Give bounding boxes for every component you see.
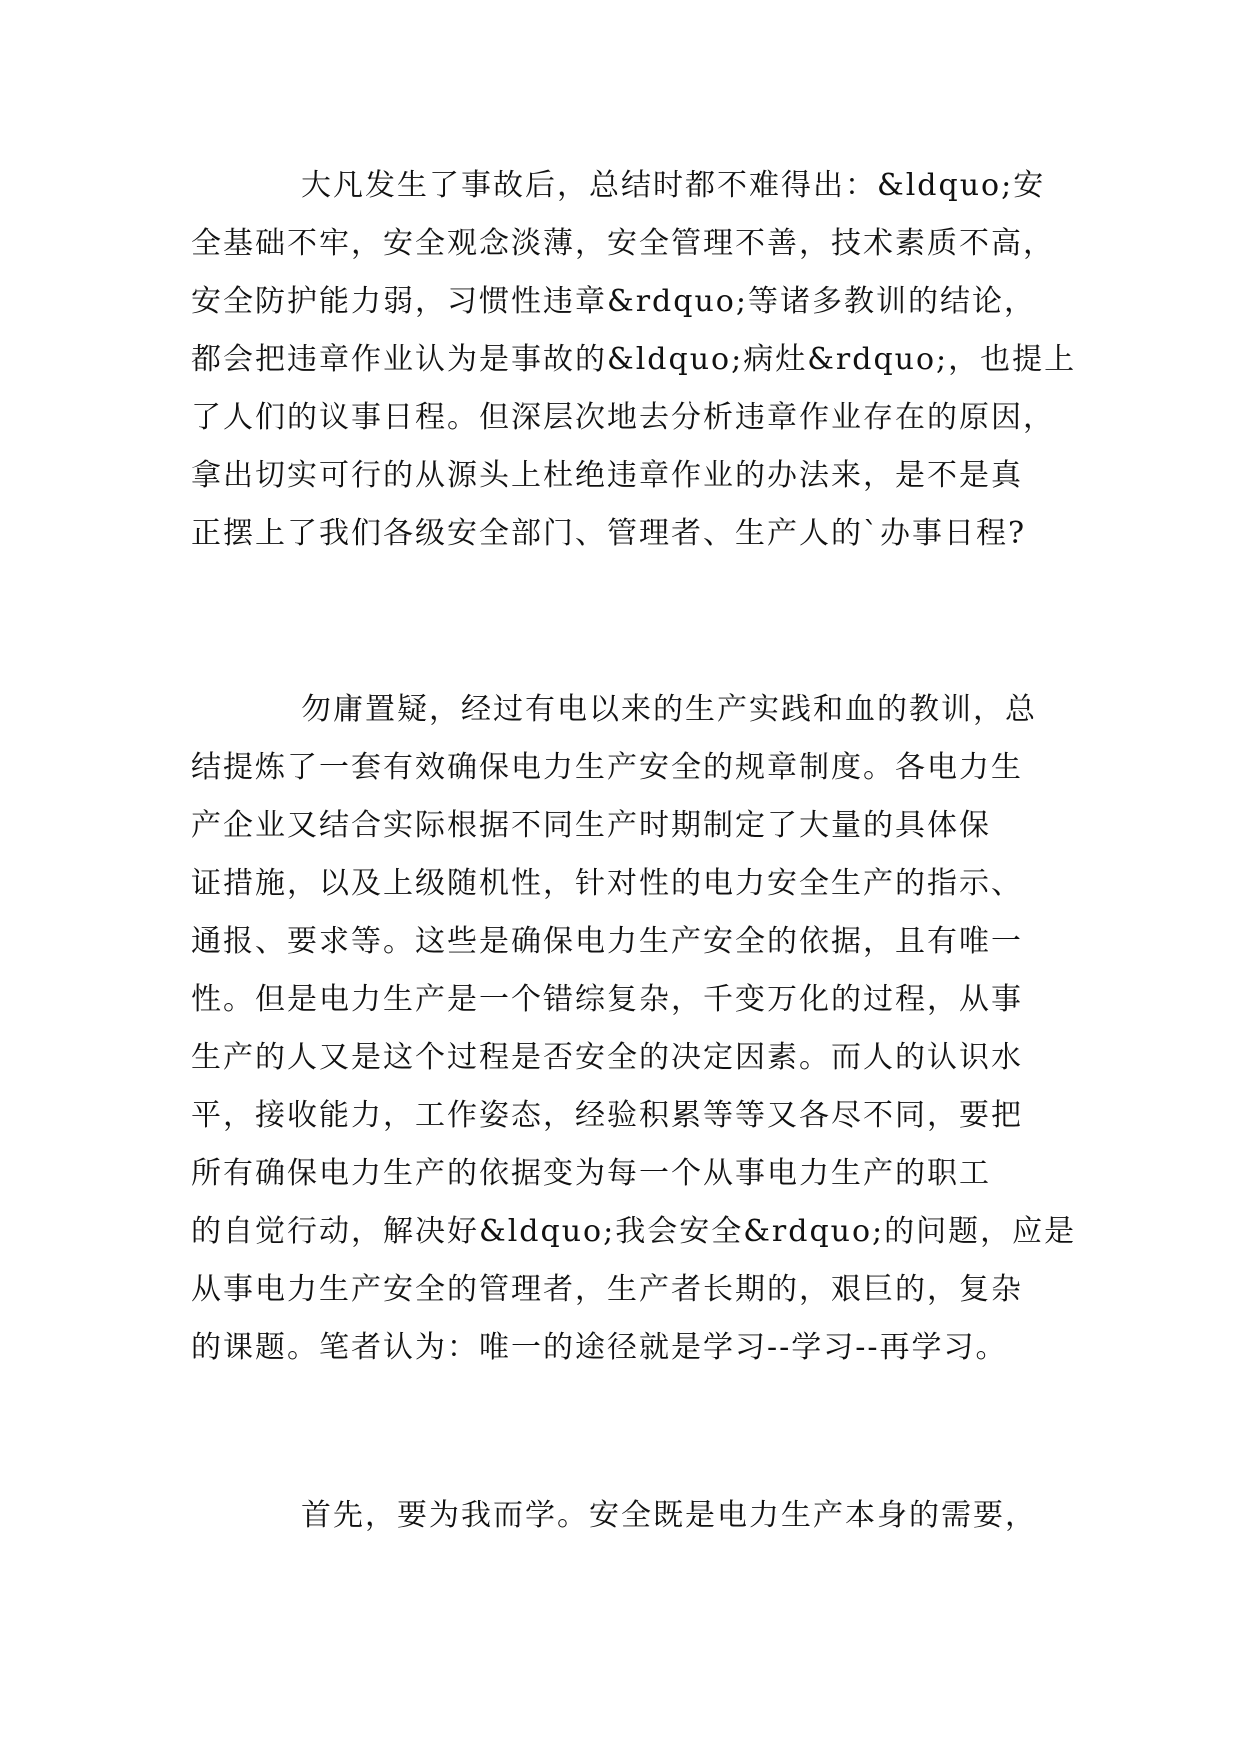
text-line: 都会把违章作业认为是事故的&ldquo;病灶&rdquo;，也提上: [191, 342, 1077, 377]
text-line: 产企业又结合实际根据不同生产时期制定了大量的具体保: [191, 808, 991, 843]
paragraph-safety-regulations: [191, 681, 1077, 1377]
text-line: 生产的人又是这个过程是否安全的决定因素。而人的认识水: [191, 1040, 1023, 1075]
text-line: 从事电力生产安全的管理者，生产者长期的，艰巨的，复杂: [191, 1272, 1023, 1307]
text-line: 勿庸置疑，经过有电以来的生产实践和血的教训，总: [301, 692, 1037, 727]
text-line: 的课题。笔者认为：唯一的途径就是学习--学习--再学习。: [191, 1330, 1008, 1365]
text-line: 的自觉行动，解决好&ldquo;我会安全&rdquo;的问题，应是: [191, 1214, 1077, 1249]
paragraph-accident-lessons: [191, 157, 1077, 563]
text-line: 拿出切实可行的从源头上杜绝违章作业的办法来，是不是真: [191, 458, 1023, 493]
text-line: 大凡发生了事故后，总结时都不难得出：&ldquo;安: [301, 168, 1046, 203]
paragraph-learn-for-self: [191, 1487, 1051, 1545]
text-line: 通报、要求等。这些是确保电力生产安全的依据，且有唯一: [191, 924, 1023, 959]
text-line: 正摆上了我们各级安全部门、管理者、生产人的`办事日程?: [191, 516, 1027, 551]
text-line: 安全防护能力弱，习惯性违章&rdquo;等诸多教训的结论，: [191, 284, 1036, 319]
text-line: 首先，要为我而学。安全既是电力生产本身的需要，: [301, 1498, 1037, 1533]
text-line: 了人们的议事日程。但深层次地去分析违章作业存在的原因，: [191, 400, 1055, 435]
text-line: 所有确保电力生产的依据变为每一个从事电力生产的职工: [191, 1156, 991, 1191]
text-line: 结提炼了一套有效确保电力生产安全的规章制度。各电力生: [191, 750, 1023, 785]
text-line: 平，接收能力，工作姿态，经验积累等等又各尽不同，要把: [191, 1098, 1023, 1133]
text-line: 证措施，以及上级随机性，针对性的电力安全生产的指示、: [191, 866, 1023, 901]
text-line: 全基础不牢，安全观念淡薄，安全管理不善，技术素质不高，: [191, 226, 1055, 261]
text-line: 性。但是电力生产是一个错综复杂，千变万化的过程，从事: [191, 982, 1023, 1017]
